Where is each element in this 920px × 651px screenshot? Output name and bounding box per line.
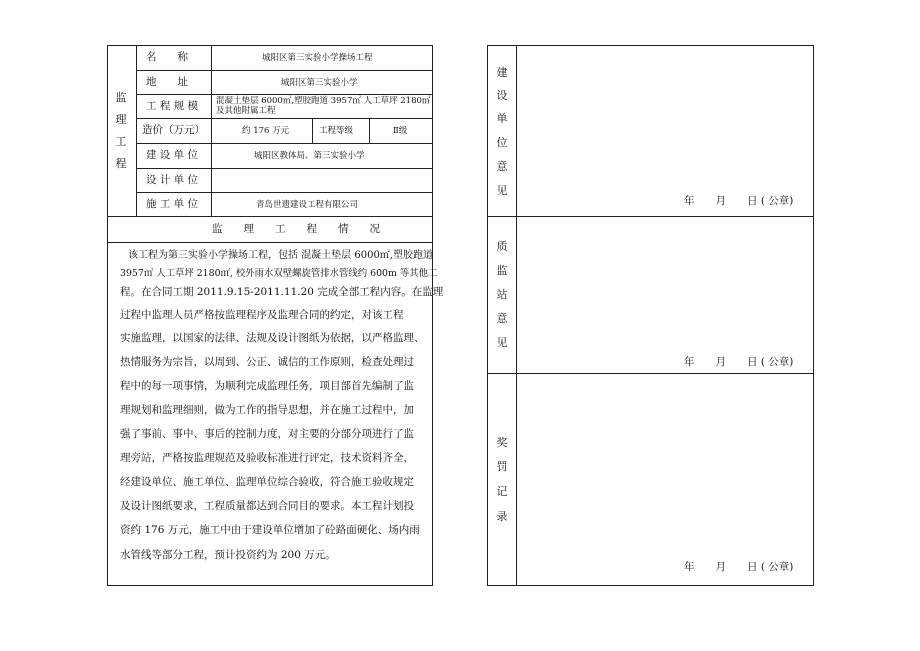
section-label-char: 设: [496, 89, 508, 102]
border-line: [107, 585, 433, 586]
border-line: [136, 168, 432, 169]
border-line: [136, 192, 432, 193]
section-label-char: 奖: [496, 436, 508, 449]
section-label-char: 记: [496, 485, 508, 498]
body-line: 该工程为第三实验小学操场工程，包括 混凝土垫层 6000㎡,塑胶跑道: [128, 250, 433, 261]
value-project-name: 城阳区第三实验小学操场工程: [262, 53, 373, 63]
section-label-char: 见: [496, 336, 508, 349]
border-line: [487, 45, 814, 46]
value-scale-line2: 及其他附属工程: [216, 106, 276, 116]
side-label-char: 监: [115, 91, 127, 104]
body-line: 实施监理，以国家的法律、法规及设计图纸为依据，以严格监理、: [120, 332, 425, 344]
border-line: [813, 45, 814, 586]
label-builder: 建 设 单 位: [146, 149, 199, 161]
side-label-char: 理: [115, 113, 127, 126]
value-scale-line1: 混凝土垫层 6000㎡,塑胶跑道 3957㎡ 人工草坪 2180㎡: [216, 96, 431, 106]
border-line: [107, 45, 108, 586]
body-line: 经建设单位、施工单位、监理单位综合验收，符合施工验收规定: [120, 476, 414, 488]
body-line: 理旁站，严格按监理规范及验收标准进行评定，技术资料齐全，: [120, 452, 414, 464]
section-label-char: 监: [496, 264, 508, 277]
border-line: [516, 45, 517, 586]
body-line: 资约 176 万元，施工中由于建设单位增加了砼路面硬化、场内雨: [120, 524, 420, 536]
section-label-char: 录: [496, 510, 508, 523]
section-label-char: 建: [496, 66, 508, 79]
section-label-char: 质: [496, 240, 508, 253]
border-line: [487, 585, 814, 586]
label-contractor: 施 工 单 位: [146, 198, 199, 210]
body-line: 3957㎡ 人工草坪 2180㎡, 校外雨水双壁螺旋管排水管线约 600m 等其他工: [120, 268, 438, 279]
body-line: 及设计图纸要求，工程质量都达到合同目的要求。本工程计划投: [120, 500, 414, 512]
section-label-char: 位: [496, 136, 508, 149]
date-seal-line: 年 月 日 ( 公章): [684, 561, 794, 573]
label-designer: 设 计 单 位: [146, 174, 199, 186]
value-project-grade: Ⅱ级: [393, 126, 408, 136]
border-line: [136, 70, 432, 71]
body-line: 热情服务为宗旨，以周到、公正、诚信的工作原则，检查处理过: [120, 356, 414, 368]
value-address: 城阳区第三实验小学: [281, 78, 358, 88]
body-line: 程。在合同工期 2011.9.15-2011.11.20 完成全部工程内容。在监理: [120, 286, 444, 298]
section-label-char: 见: [496, 184, 508, 197]
body-line: 过程中监理人员严格按监理程序及监理合同的约定，对该工程: [120, 309, 404, 321]
value-builder: 城阳区教体局、第三实验小学: [254, 151, 365, 161]
border-line: [487, 216, 814, 217]
border-line: [312, 118, 313, 143]
section-label-char: 罚: [496, 460, 508, 473]
situation-title: 监 理 工 程 情 况: [212, 223, 380, 235]
body-line: 水管线等部分工程，预计投资约为 200 万元。: [120, 549, 336, 561]
label-project-grade: 工程等级: [319, 126, 354, 136]
border-line: [136, 143, 432, 144]
label-project-name: 名 称: [146, 51, 188, 63]
border-line: [432, 45, 433, 586]
border-line: [136, 118, 432, 119]
label-scale: 工 程 规 模: [146, 100, 199, 112]
value-contractor: 青岛世遗建设工程有限公司: [256, 200, 359, 210]
value-cost: 约 176 万元: [242, 126, 290, 136]
border-line: [369, 118, 370, 143]
side-label-char: 工: [115, 135, 127, 148]
body-line: 理规划和监理细则，做为工作的指导思想，并在施工过程中，加: [120, 404, 414, 416]
border-line: [107, 242, 433, 243]
side-label-char: 程: [115, 157, 127, 170]
border-line: [487, 373, 814, 374]
label-address: 地 址: [146, 76, 188, 88]
border-line: [136, 94, 432, 95]
date-seal-line: 年 月 日 ( 公章): [684, 356, 794, 368]
border-line: [107, 216, 433, 217]
section-label-char: 意: [496, 160, 508, 173]
border-line: [107, 45, 433, 46]
section-label-char: 意: [496, 312, 508, 325]
date-seal-line: 年 月 日 ( 公章): [684, 195, 794, 207]
body-line: 程中的每一项事情，为顺利完成监理任务，项目部首先编制了监: [120, 380, 414, 392]
section-label-char: 站: [496, 288, 508, 301]
body-line: 强了事前、事中、事后的控制力度，对主要的分部分项进行了监: [120, 428, 414, 440]
label-cost: 造价（万元）: [142, 124, 205, 136]
section-label-char: 单: [496, 112, 508, 125]
border-line: [487, 45, 488, 586]
